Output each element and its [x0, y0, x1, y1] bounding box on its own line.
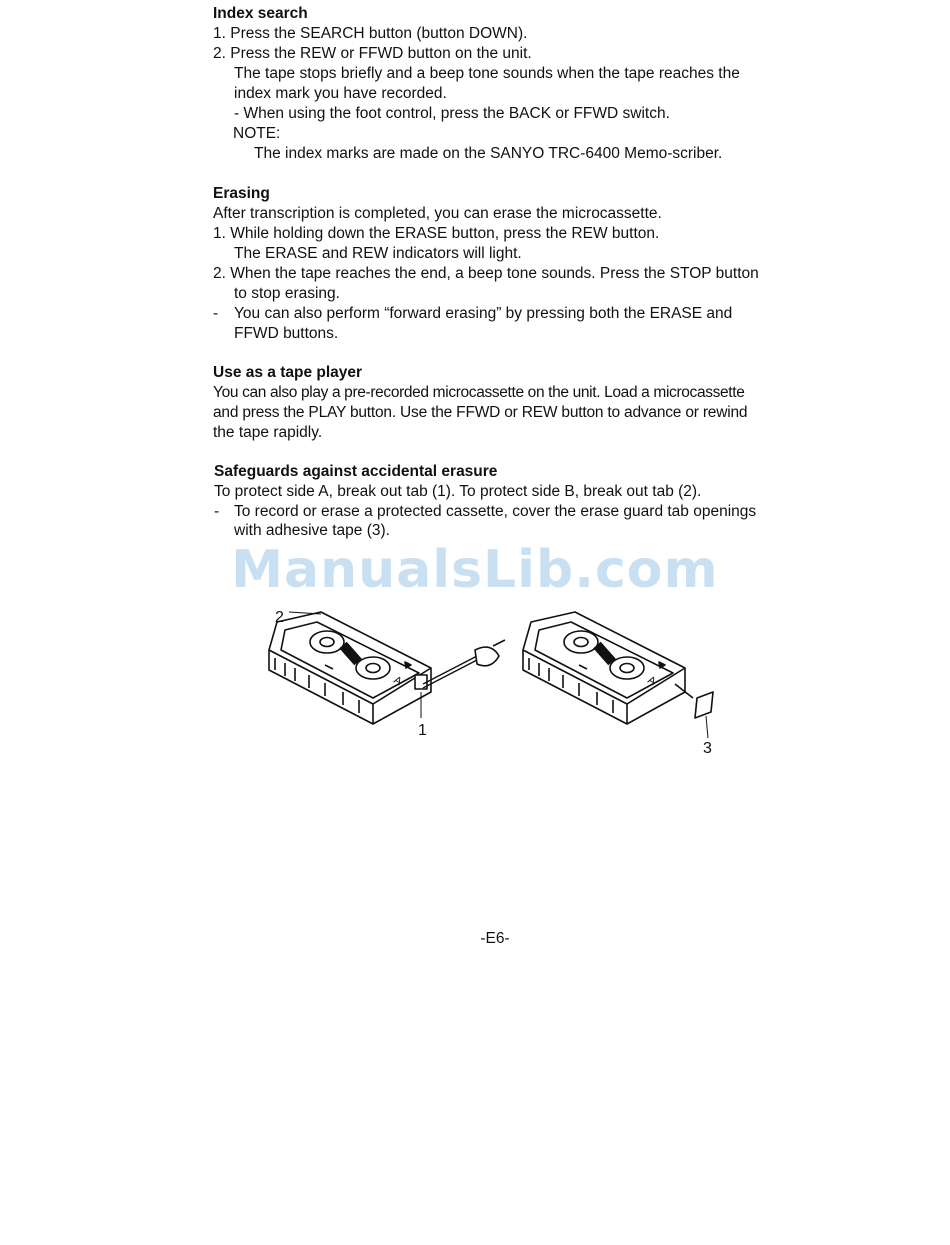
tape-player-heading: Use as a tape player: [213, 364, 363, 381]
callout-label-1: 1: [418, 722, 427, 739]
cassette-left: [269, 612, 431, 724]
side-label-right: A: [645, 674, 658, 689]
cassette-illustration: [255, 600, 735, 770]
index-search-foot-control: - When using the foot control, press the BACK or FFWD switch.: [234, 105, 670, 122]
index-search-step-1: 1. Press the SEARCH button (button DOWN).: [213, 25, 528, 42]
safeguards-line-3: with adhesive tape (3).: [234, 522, 390, 539]
safeguards-line-1: To protect side A, break out tab (1). To protect side B, break out tab (2).: [214, 483, 702, 500]
cassette-right: [523, 612, 685, 724]
safeguards-dash: -: [214, 503, 220, 520]
erasing-forward-line-2: FFWD buttons.: [234, 325, 339, 342]
safeguards-heading: Safeguards against accidental erasure: [214, 463, 498, 480]
tape-player-line-1: You can also play a pre-recorded microcassette on the unit. Load a microcassette: [213, 384, 745, 401]
index-search-step-2-line-3: index mark you have recorded.: [234, 85, 447, 102]
erasing-step-1: 1. While holding down the ERASE button, press the REW button.: [213, 225, 660, 242]
safeguards-line-2: To record or erase a protected cassette, cover the erase guard tab openings: [234, 503, 757, 520]
index-search-step-2-line-2: The tape stops briefly and a beep tone sounds when the tape reaches the: [234, 65, 740, 82]
side-label-left: A: [391, 674, 404, 689]
screwdriver: [423, 640, 505, 688]
erasing-step-1-line-2: The ERASE and REW indicators will light.: [234, 245, 522, 262]
callout-label-3: 3: [703, 740, 712, 757]
index-search-note-label: NOTE:: [233, 125, 281, 142]
erasing-step-2: 2. When the tape reaches the end, a beep tone sounds. Press the STOP button: [213, 265, 759, 282]
callout-label-2: 2: [275, 609, 284, 626]
erasing-intro: After transcription is completed, you can erase the microcassette.: [213, 205, 662, 222]
index-search-heading: Index search: [213, 5, 308, 22]
tape-player-line-2: and press the PLAY button. Use the FFWD or REW button to advance or rewind: [213, 404, 748, 421]
index-search-step-2: 2. Press the REW or FFWD button on the unit.: [213, 45, 532, 62]
adhesive-tape: [675, 684, 713, 718]
erasing-dash: -: [213, 305, 219, 322]
erasing-step-2-line-2: to stop erasing.: [234, 285, 340, 302]
watermark: ManualsLib.com: [231, 540, 719, 600]
erasing-heading: Erasing: [213, 185, 270, 202]
page-number: -E6-: [480, 930, 510, 947]
index-search-note-text: The index marks are made on the SANYO TRC-6400 Memo-scriber.: [254, 145, 723, 162]
tape-player-line-3: the tape rapidly.: [213, 424, 323, 441]
erasing-forward: You can also perform “forward erasing” by pressing both the ERASE and: [234, 305, 733, 322]
